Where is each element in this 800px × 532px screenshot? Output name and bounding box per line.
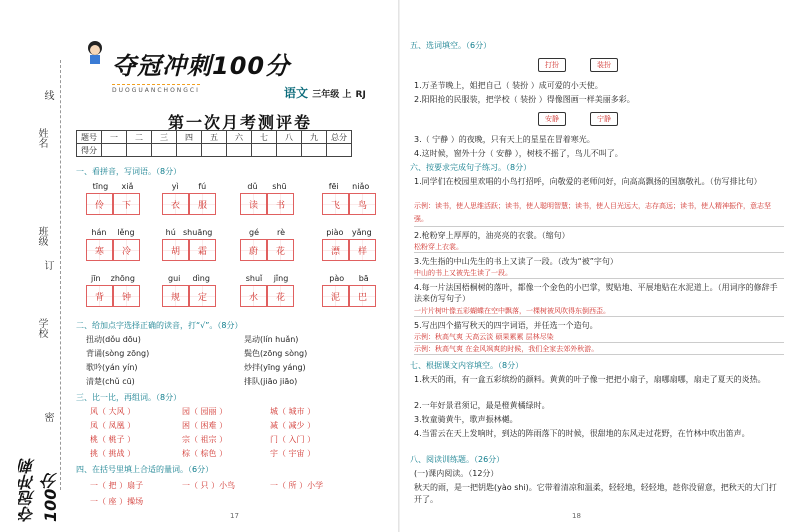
pinyin-text: shū: [272, 182, 287, 191]
subject-label: 语文: [284, 86, 309, 100]
compare-item[interactable]: 风（ 大风 ）: [90, 407, 136, 416]
pinyin-text: hú: [165, 228, 176, 237]
margin-school-label: 学校: [36, 318, 47, 338]
subject-grade: [284, 84, 366, 101]
pinyin-text: tīng: [92, 182, 109, 191]
answer-cell[interactable]: 花: [267, 239, 294, 261]
section-1-heading: 一、看拼音，写词语。（8分）: [76, 167, 182, 176]
measure-word-item[interactable]: 一（ 所 ）小学: [270, 481, 324, 490]
word-choice-box: 打扮: [538, 58, 566, 72]
fill-blank-line: 2.一年好景君须记，最是橙黄橘绿时。: [414, 401, 550, 410]
pinyin-text: yì: [171, 182, 179, 191]
binding-margin: [0, 0, 70, 532]
mascot-icon: [84, 40, 106, 66]
handwritten-answer[interactable]: 示例：秋高气爽 在金风飒爽的时候，我们全家去郊外秋游。: [414, 344, 784, 355]
answer-cell[interactable]: 衣: [162, 193, 189, 215]
handwritten-answer[interactable]: 一片片树叶像五彩蝴蝶在空中飘落，一棵树被风吹得东倒西歪。: [414, 306, 784, 317]
pinyin-item: [322, 274, 376, 307]
pinyin-item: [240, 274, 294, 307]
section-8-heading: 八、阅读训练题。（26分）: [410, 455, 505, 464]
pinyin-text: hán: [91, 228, 107, 237]
page-number: 17: [230, 512, 239, 520]
grade-label: 三年级 上: [312, 90, 352, 100]
answer-cell[interactable]: 蔚: [240, 239, 267, 261]
reading-item[interactable]: 炒拌(yīng yáng): [244, 363, 306, 372]
pinyin-text: gui: [168, 274, 181, 283]
table-cell: 五: [202, 131, 227, 144]
reading-passage: 秋天的雨，是一把钥匙(yào shi)。它带着清凉和温柔，轻轻地，轻轻地，趁你没留意，把秋天的大门打开了。: [414, 483, 777, 504]
pinyin-text: jīn: [91, 274, 101, 283]
answer-cell[interactable]: 冷: [113, 239, 140, 261]
pinyin-text: xiǎ: [121, 182, 134, 191]
fill-blank-line: 1.秋天的雨，有一盒五彩缤纷的颜料。黄黄的叶子像一把把小扇子，扇哪扇哪，扇走了夏天的炎热。: [414, 375, 766, 384]
subsection-heading: (一)课内阅读。（12分）: [414, 469, 499, 478]
score-table-score-row: [77, 144, 352, 157]
question-text: 1.同学们在校园里欢唱的小鸟打招呼，向敬爱的老师问好，向高高飘扬的国旗敬礼。（仿写排比句）: [414, 177, 762, 186]
logo-subtitle: DUOGUANCHONGCI: [112, 84, 200, 94]
answer-cell[interactable]: 样: [349, 239, 376, 261]
score-table: [76, 130, 352, 157]
pinyin-text: gé: [248, 228, 259, 237]
exam-title: 第一次月考测评卷: [168, 113, 313, 132]
section-4-heading: 四、在括号里填上合适的量词。（6分）: [76, 465, 214, 474]
reading-item[interactable]: 晃动(lín huǎn): [244, 335, 299, 344]
logo-title: 夺冠冲刺100分: [112, 52, 291, 80]
compare-item[interactable]: 困（ 困难 ）: [182, 421, 228, 430]
handwritten-answer[interactable]: 示例：读书，使人思维活跃；读书，使人聪明智慧；读书，使人目光远大，志存高远；读书，使人精神振作，意志坚强。: [414, 200, 784, 227]
table-cell: 得分: [77, 144, 102, 157]
score-table-header-row: [77, 131, 352, 144]
compare-item[interactable]: 凤（ 凤凰 ）: [90, 421, 136, 430]
answer-cell[interactable]: 鸟: [349, 193, 376, 215]
score-input-cell[interactable]: [177, 144, 202, 157]
sentence-line: 3.（ 宁静 ）的夜晚，只有天上的星星在冒着寒光。: [414, 135, 595, 144]
margin-mi: 密: [42, 412, 53, 422]
pinyin-text: zhōng: [110, 274, 135, 283]
answer-cell[interactable]: 书: [267, 193, 294, 215]
compare-item[interactable]: 城（ 城市 ）: [270, 407, 316, 416]
reading-item[interactable]: 扭动(dǒu dōu): [86, 335, 141, 344]
pinyin-text: pào: [329, 274, 345, 283]
table-cell: 八: [277, 131, 302, 144]
pinyin-text: bā: [358, 274, 369, 283]
answer-cell[interactable]: 泥: [322, 285, 349, 307]
pinyin-text: dìng: [192, 274, 210, 283]
brand-logo: [84, 40, 384, 110]
section-3-heading: 三、比一比，再组词。（8分）: [76, 393, 182, 402]
answer-cell[interactable]: 水: [240, 285, 267, 307]
handwritten-answer[interactable]: 中山的书上又被先生读了一段。: [414, 268, 784, 279]
pinyin-text: jǐng: [273, 274, 289, 283]
section-2-heading: 二、给加点字选择正确的读音，打“√”。（8分）: [76, 321, 243, 330]
sentence-line: 1.万圣节晚上，姐把自己（ 装扮 ）成可爱的小天使。: [414, 81, 603, 90]
answer-cell[interactable]: 寒: [86, 239, 113, 261]
pinyin-item: [162, 182, 216, 215]
pinyin-item: [162, 228, 216, 261]
table-cell: 四: [177, 131, 202, 144]
pinyin-text: fēi: [328, 182, 339, 191]
reading-item[interactable]: 排队(jiāo jiāo): [244, 377, 298, 386]
word-choice-box: 安静: [538, 112, 566, 126]
sentence-line: 4.这时候，窗外十分（ 安静 ），树枝不摇了，鸟儿不叫了。: [414, 149, 623, 158]
pinyin-item: [86, 228, 140, 261]
answer-cell[interactable]: 伶: [86, 193, 113, 215]
pinyin-text: yǎng: [351, 228, 372, 237]
margin-name-label: 姓名: [36, 128, 47, 148]
table-cell: 三: [152, 131, 177, 144]
pinyin-item: [240, 228, 294, 261]
pinyin-item: [162, 274, 216, 307]
margin-ding: 订: [42, 260, 53, 270]
sentence-line: 2.阳阳抢的民服装，把学校（ 装扮 ）得像图画一样美丽多彩。: [414, 95, 635, 104]
measure-word-item[interactable]: 一（ 把 ）扇子: [90, 481, 144, 490]
question-text: 4.每一片法国梧桐树的落叶，都像一个金色的小巴掌，熨贴地、平展地贴在水泥道上。（用词序的修辞手法来仿写句子）: [414, 283, 778, 303]
reading-item[interactable]: 清楚(chǔ cū): [86, 377, 135, 386]
table-cell: 九: [302, 131, 327, 144]
compare-item[interactable]: 挑（ 挑战 ）: [90, 449, 136, 458]
answer-cell[interactable]: 定: [189, 285, 216, 307]
word-choice-box: 宁静: [590, 112, 618, 126]
score-input-cell[interactable]: [252, 144, 277, 157]
compare-item[interactable]: 减（ 减少 ）: [270, 421, 316, 430]
reading-item[interactable]: 鬓色(zōng sòng): [244, 349, 308, 358]
pinyin-text: dǔ: [247, 182, 258, 191]
cut-line: [60, 60, 61, 490]
reading-item[interactable]: 背诵(sòng zōng): [86, 349, 150, 358]
table-cell: 一: [102, 131, 127, 144]
pinyin-text: shuāng: [183, 228, 213, 237]
edition-label: RJ: [355, 90, 366, 100]
section-5-heading: 五、选词填空。（6分）: [410, 41, 492, 50]
word-choice-box: 装扮: [590, 58, 618, 72]
measure-word-item[interactable]: 一（ 座 ）操场: [90, 497, 144, 506]
reading-item[interactable]: 歌吟(yán yín): [86, 363, 138, 372]
score-input-cell[interactable]: [327, 144, 352, 157]
answer-cell[interactable]: 漂: [322, 239, 349, 261]
answer-cell[interactable]: 下: [113, 193, 140, 215]
pinyin-text: niǎo: [352, 182, 370, 191]
compare-item[interactable]: 园（ 园丽 ）: [182, 407, 228, 416]
compare-item[interactable]: 棕（ 棕色 ）: [182, 449, 228, 458]
table-cell: 总分: [327, 131, 352, 144]
page-number: 18: [572, 512, 581, 520]
answer-cell[interactable]: 巴: [349, 285, 376, 307]
table-cell: 六: [227, 131, 252, 144]
fill-blank-line: 3.牧童骑黄牛，歌声振林樾。: [414, 415, 518, 424]
score-input-cell[interactable]: [102, 144, 127, 157]
compare-item[interactable]: 宇（ 宇宙 ）: [270, 449, 316, 458]
section-6-heading: 六、按要求完成句子练习。（8分）: [410, 163, 532, 172]
table-cell: 题号: [77, 131, 102, 144]
answer-cell[interactable]: 霜: [189, 239, 216, 261]
question-text: 3.先生指的中山先生的书上又读了一段。（改为“被”字句）: [414, 257, 618, 266]
compare-item[interactable]: 门（ 入门 ）: [270, 435, 316, 444]
fill-blank-line: 4.当雷云在天上发响时，到达的阵雨落下的时候，很甜地的东风走过花野，在竹林中吹出笛声。: [414, 429, 750, 438]
score-input-cell[interactable]: [227, 144, 252, 157]
question-text: 5.写出四个描写秋天的四字词语，并任选一个造句。: [414, 321, 598, 330]
measure-word-item[interactable]: 一（ 只 ）小鸟: [182, 481, 236, 490]
answer-cell[interactable]: 背: [86, 285, 113, 307]
compare-item[interactable]: 宗（ 祖宗 ）: [182, 435, 228, 444]
pinyin-item: [86, 274, 140, 307]
pinyin-text: shuǐ: [245, 274, 263, 283]
answer-cell[interactable]: 钟: [113, 285, 140, 307]
handwritten-answer[interactable]: 松粉穿上衣裳。: [414, 242, 784, 253]
pinyin-item: [86, 182, 140, 215]
pinyin-item: [322, 228, 376, 261]
section-7-heading: 七、根据课文内容填空。（8分）: [410, 361, 524, 370]
score-input-cell[interactable]: [302, 144, 327, 157]
answer-cell[interactable]: 服: [189, 193, 216, 215]
handwritten-answer[interactable]: 示例：秋高气爽 天高云淡 硕果累累 层林尽染: [414, 332, 784, 343]
pinyin-item: [322, 182, 376, 215]
answer-cell[interactable]: 读: [240, 193, 267, 215]
answer-cell[interactable]: 花: [267, 285, 294, 307]
answer-cell[interactable]: 规: [162, 285, 189, 307]
score-input-cell[interactable]: [202, 144, 227, 157]
score-input-cell[interactable]: [277, 144, 302, 157]
pinyin-text: lěng: [117, 228, 135, 237]
table-cell: 七: [252, 131, 277, 144]
score-input-cell[interactable]: [152, 144, 177, 157]
question-text: 2.枪粉穿上厚厚的，油亮亮的衣裳。（缩句）: [414, 231, 570, 240]
answer-cell[interactable]: 胡: [162, 239, 189, 261]
right-page: [400, 0, 800, 532]
margin-xian: 线: [42, 90, 53, 100]
pinyin-text: rè: [276, 228, 285, 237]
answer-cell[interactable]: 飞: [322, 193, 349, 215]
pinyin-text: fú: [198, 182, 207, 191]
table-cell: 二: [127, 131, 152, 144]
side-logo: 夺冠冲刺100分: [18, 458, 60, 522]
pinyin-item: [240, 182, 294, 215]
score-input-cell[interactable]: [127, 144, 152, 157]
compare-item[interactable]: 桃（ 桃子 ）: [90, 435, 136, 444]
margin-class-label: 班级: [36, 226, 47, 246]
pinyin-text: piào: [326, 228, 344, 237]
